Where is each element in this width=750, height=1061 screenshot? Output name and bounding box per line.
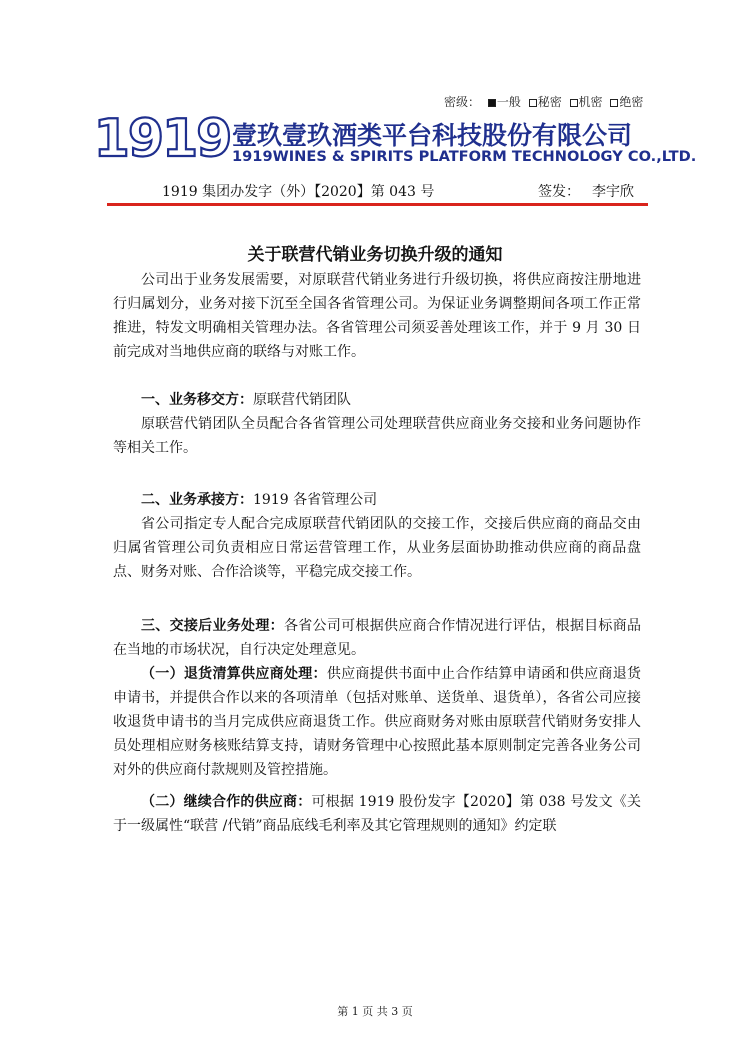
section-2-body: 省公司指定专人配合完成原联营代销团队的交接工作，交接后供应商的商品交由归属省管理公司负责相应日常运营管理工作，从业务层面协助推动供应商的商品盘点、财务对账、合作洽谈等，平稳完成交接工作。 — [113, 516, 641, 580]
header-red-rule — [107, 203, 648, 206]
company-logo — [93, 109, 231, 169]
secrecy-option-confidential: 机密 — [570, 95, 603, 109]
unchecked-box-icon — [610, 99, 618, 107]
unchecked-box-icon — [529, 99, 537, 107]
checked-box-icon — [488, 99, 496, 107]
secrecy-level — [444, 93, 647, 110]
secrecy-option-normal: 一般 — [488, 95, 521, 109]
document-title: 关于联营代销业务切换升级的通知 — [247, 245, 503, 265]
secrecy-option-secret: 秘密 — [529, 95, 562, 109]
document-number: 1919 集团办发字（外）【2020】第 043 号 — [162, 184, 435, 200]
intro-paragraph: 公司出于业务发展需要，对原联营代销业务进行升级切换，将供应商按注册地进行归属划分，业务对接下沉至全国各省管理公司。为保证业务调整期间各项工作正常推进，特发文明确相关管理办法。各省管理公司须妥善处理该工作，并于 9 月 30 日前完成对当地供应商的联络与对账工作。 — [113, 272, 641, 360]
signer-label: 签发： — [538, 184, 580, 200]
section-1-body: 原联营代销团队全员配合各省管理公司处理联营供应商业务交接和业务问题协作等相关工作。 — [113, 416, 641, 456]
section-1-heading: 一、业务移交方：原联营代销团队 — [141, 392, 351, 408]
subsection-2-paragraph: （二）继续合作的供应商：可根据 1919 股份发字【2020】第 038 号发文《关于一级属性“联营 /代销”商品底线毛利率及其它管理规则的通知》约定联 — [113, 794, 642, 834]
company-name-cn: 壹玖壹玖酒类平台科技股份有限公司 — [232, 121, 633, 150]
page-number: 第 1 页 共 3 页 — [337, 1005, 413, 1018]
unchecked-box-icon — [570, 99, 578, 107]
signer-name: 李宇欣 — [592, 184, 634, 200]
secrecy-label: 密级： — [444, 95, 481, 109]
signer — [538, 181, 634, 201]
section-2-heading: 二、业务承接方：1919 各省管理公司 — [141, 492, 378, 508]
company-name-en: 1919WINES & SPIRITS PLATFORM TECHNOLOGY CO.,LTD. — [232, 148, 697, 165]
document-body — [113, 268, 641, 838]
subsection-1-paragraph: （一）退货清算供应商处理：供应商提供书面中止合作结算申请函和供应商退货申请书，并提供合作以来的各项清单（包括对账单、送货单、退货单），各省公司应接收退货申请书的当月完成供应商退货工作。供应商财务对账由原联营代销财务安排人员处理相应财务核账结算支持，请财务管理中心按照此基本原则制定完善各业务公司对外的供应商付款规则及管控措施。 — [113, 666, 642, 778]
secrecy-option-top-secret: 绝密 — [610, 95, 643, 109]
svg-text:1919: 1919 — [93, 109, 231, 169]
section-3-paragraph: 三、交接后业务处理：各省公司可根据供应商合作情况进行评估，根据目标商品在当地的市场状况，自行决定处理意见。 — [113, 618, 642, 658]
